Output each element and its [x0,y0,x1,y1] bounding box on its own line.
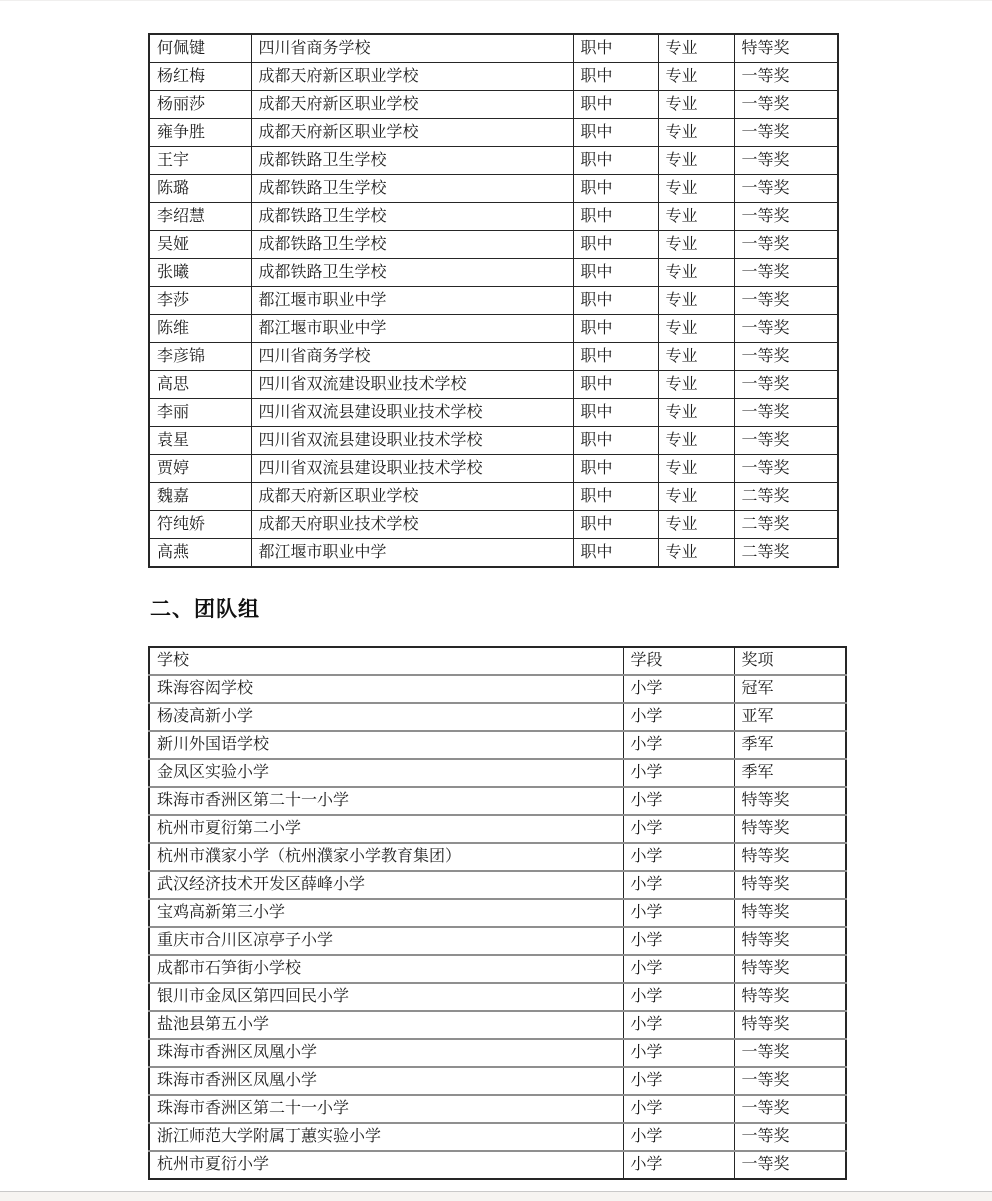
table-cell: 亚军 [734,703,846,731]
table-row [149,343,838,371]
table-cell: 职中 [573,203,658,231]
table-cell: 王宇 [149,147,251,175]
table-cell: 小学 [623,843,734,871]
table-row [149,675,846,703]
table-row [149,399,838,427]
table-row [149,703,846,731]
table-row [149,539,838,568]
table-cell: 小学 [623,1011,734,1039]
table-row [149,1095,846,1123]
table-cell: 专业 [658,231,734,259]
table-cell: 职中 [573,231,658,259]
table-row [149,259,838,287]
table-cell: 一等奖 [734,1123,846,1151]
table-cell: 成都市石笋街小学校 [149,955,623,983]
table-cell: 一等奖 [734,147,838,175]
column-header-award: 奖项 [734,647,846,675]
table-cell: 小学 [623,731,734,759]
column-header-school: 学校 [149,647,623,675]
table-cell: 专业 [658,63,734,91]
table-cell: 二等奖 [734,483,838,511]
table-row [149,1039,846,1067]
table-cell: 小学 [623,1067,734,1095]
table-row [149,759,846,787]
table-cell: 浙江师范大学附属丁蕙实验小学 [149,1123,623,1151]
table-row [149,843,846,871]
table-cell: 李彦锦 [149,343,251,371]
table-cell: 职中 [573,91,658,119]
table-cell: 专业 [658,427,734,455]
table-cell: 特等奖 [734,787,846,815]
table-row [149,1123,846,1151]
table-cell: 冠军 [734,675,846,703]
table-cell: 特等奖 [734,843,846,871]
table-row [149,483,838,511]
table-cell: 成都铁路卫生学校 [251,259,573,287]
table-row [149,787,846,815]
table-cell: 职中 [573,483,658,511]
table-cell: 职中 [573,427,658,455]
table-cell: 杭州市夏衍第二小学 [149,815,623,843]
table-cell: 一等奖 [734,427,838,455]
table-cell: 高燕 [149,539,251,568]
table-cell: 成都铁路卫生学校 [251,231,573,259]
table-cell: 一等奖 [734,343,838,371]
table-cell: 杨丽莎 [149,91,251,119]
table-cell: 武汉经济技术开发区薛峰小学 [149,871,623,899]
table-cell: 二等奖 [734,539,838,568]
table-cell: 职中 [573,63,658,91]
table-cell: 四川省双流县建设职业技术学校 [251,427,573,455]
table-cell: 成都天府新区职业学校 [251,483,573,511]
table-row [149,231,838,259]
table-row [149,287,838,315]
table-cell: 杭州市夏衍小学 [149,1151,623,1179]
table-cell: 小学 [623,675,734,703]
table-cell: 特等奖 [734,983,846,1011]
table-cell: 四川省双流县建设职业技术学校 [251,399,573,427]
table-row [149,731,846,759]
table-row [149,147,838,175]
table-row [149,175,838,203]
table-cell: 袁星 [149,427,251,455]
table-cell: 成都天府新区职业学校 [251,119,573,147]
table-cell: 职中 [573,343,658,371]
team-results-table-body [149,647,846,1179]
table-cell: 盐池县第五小学 [149,1011,623,1039]
table-cell: 一等奖 [734,287,838,315]
individual-results-table [148,33,839,568]
table-cell: 陈维 [149,315,251,343]
individual-results-table-body [149,34,838,567]
table-cell: 专业 [658,315,734,343]
page-bottom-edge [0,1191,992,1201]
table-cell: 成都铁路卫生学校 [251,203,573,231]
table-cell: 小学 [623,955,734,983]
table-cell: 一等奖 [734,371,838,399]
table-row [149,371,838,399]
table-cell: 珠海市香洲区第二十一小学 [149,1095,623,1123]
table-cell: 专业 [658,91,734,119]
table-cell: 成都铁路卫生学校 [251,175,573,203]
table-cell: 小学 [623,759,734,787]
table-cell: 小学 [623,815,734,843]
table-cell: 专业 [658,147,734,175]
table-cell: 小学 [623,787,734,815]
table-cell: 小学 [623,1095,734,1123]
table-cell: 李丽 [149,399,251,427]
table-cell: 专业 [658,371,734,399]
table-cell: 小学 [623,1039,734,1067]
table-cell: 专业 [658,399,734,427]
table-cell: 都江堰市职业中学 [251,315,573,343]
table-row [149,1151,846,1179]
table-cell: 特等奖 [734,927,846,955]
table-cell: 二等奖 [734,511,838,539]
table-cell: 专业 [658,203,734,231]
table-cell: 专业 [658,119,734,147]
table-cell: 特等奖 [734,899,846,927]
table-row [149,927,846,955]
table-cell: 小学 [623,871,734,899]
table-cell: 符纯娇 [149,511,251,539]
table-row [149,511,838,539]
table-cell: 魏嘉 [149,483,251,511]
table-row [149,34,838,63]
table-cell: 小学 [623,1123,734,1151]
table-cell: 杭州市濮家小学（杭州濮家小学教育集团） [149,843,623,871]
table-cell: 宝鸡高新第三小学 [149,899,623,927]
table-cell: 珠海市香洲区第二十一小学 [149,787,623,815]
table-cell: 成都天府职业技术学校 [251,511,573,539]
table-row [149,63,838,91]
table-cell: 小学 [623,927,734,955]
table-cell: 金凤区实验小学 [149,759,623,787]
table-cell: 职中 [573,399,658,427]
table-cell: 小学 [623,983,734,1011]
table-cell: 一等奖 [734,91,838,119]
team-results-table [148,646,847,1180]
table-cell: 都江堰市职业中学 [251,539,573,568]
table-cell: 职中 [573,175,658,203]
table-row [149,1011,846,1039]
table-row [149,203,838,231]
table-cell: 专业 [658,455,734,483]
table-cell: 一等奖 [734,203,838,231]
table-cell: 成都铁路卫生学校 [251,147,573,175]
table-cell: 成都天府新区职业学校 [251,91,573,119]
table-cell: 专业 [658,287,734,315]
column-header-stage: 学段 [623,647,734,675]
table-row [149,91,838,119]
table-cell: 职中 [573,259,658,287]
table-cell: 专业 [658,511,734,539]
table-row [149,427,838,455]
table-cell: 四川省商务学校 [251,343,573,371]
table-cell: 专业 [658,259,734,287]
table-cell: 杨红梅 [149,63,251,91]
table-cell: 四川省商务学校 [251,34,573,63]
table-cell: 小学 [623,703,734,731]
table-cell: 新川外国语学校 [149,731,623,759]
table-cell: 季军 [734,731,846,759]
table-cell: 职中 [573,34,658,63]
table-cell: 一等奖 [734,175,838,203]
table-cell: 特等奖 [734,815,846,843]
table-cell: 专业 [658,343,734,371]
table-cell: 专业 [658,34,734,63]
table-cell: 珠海市香洲区凤凰小学 [149,1067,623,1095]
table-cell: 职中 [573,287,658,315]
table-cell: 职中 [573,315,658,343]
table-cell: 一等奖 [734,399,838,427]
table-cell: 特等奖 [734,1011,846,1039]
table-cell: 何佩键 [149,34,251,63]
table-row [149,899,846,927]
table-cell: 季军 [734,759,846,787]
table-cell: 高思 [149,371,251,399]
table-cell: 一等奖 [734,231,838,259]
table-cell: 吴娅 [149,231,251,259]
table-cell: 特等奖 [734,34,838,63]
table-cell: 李绍慧 [149,203,251,231]
table-cell: 一等奖 [734,63,838,91]
table-cell: 陈璐 [149,175,251,203]
table-cell: 成都天府新区职业学校 [251,63,573,91]
table-cell: 一等奖 [734,1151,846,1179]
table-cell: 专业 [658,175,734,203]
table-cell: 四川省双流县建设职业技术学校 [251,455,573,483]
table-cell: 职中 [573,455,658,483]
table-row [149,1067,846,1095]
table-cell: 职中 [573,119,658,147]
table-cell: 都江堰市职业中学 [251,287,573,315]
table-row [149,455,838,483]
table-row [149,955,846,983]
table-cell: 特等奖 [734,955,846,983]
table-cell: 一等奖 [734,1067,846,1095]
table-cell: 重庆市合川区凉亭子小学 [149,927,623,955]
table-cell: 职中 [573,511,658,539]
table-cell: 一等奖 [734,119,838,147]
table-cell: 专业 [658,539,734,568]
table-cell: 四川省双流建设职业技术学校 [251,371,573,399]
table-cell: 一等奖 [734,455,838,483]
table-cell: 小学 [623,899,734,927]
table-cell: 雍争胜 [149,119,251,147]
table-header-row [149,647,846,675]
table-cell: 一等奖 [734,315,838,343]
table-row [149,815,846,843]
table-cell: 杨凌高新小学 [149,703,623,731]
table-cell: 张曦 [149,259,251,287]
table-cell: 职中 [573,371,658,399]
table-row [149,871,846,899]
table-cell: 一等奖 [734,259,838,287]
table-cell: 珠海市香洲区凤凰小学 [149,1039,623,1067]
table-cell: 银川市金凤区第四回民小学 [149,983,623,1011]
table-cell: 珠海容闳学校 [149,675,623,703]
table-cell: 特等奖 [734,871,846,899]
table-row [149,315,838,343]
table-row [149,983,846,1011]
table-cell: 小学 [623,1151,734,1179]
table-cell: 一等奖 [734,1095,846,1123]
table-row [149,119,838,147]
table-cell: 专业 [658,483,734,511]
table-cell: 职中 [573,147,658,175]
table-cell: 职中 [573,539,658,568]
section-heading-team-group: 二、团队组 [150,598,260,621]
table-cell: 一等奖 [734,1039,846,1067]
table-cell: 贾婷 [149,455,251,483]
table-cell: 李莎 [149,287,251,315]
